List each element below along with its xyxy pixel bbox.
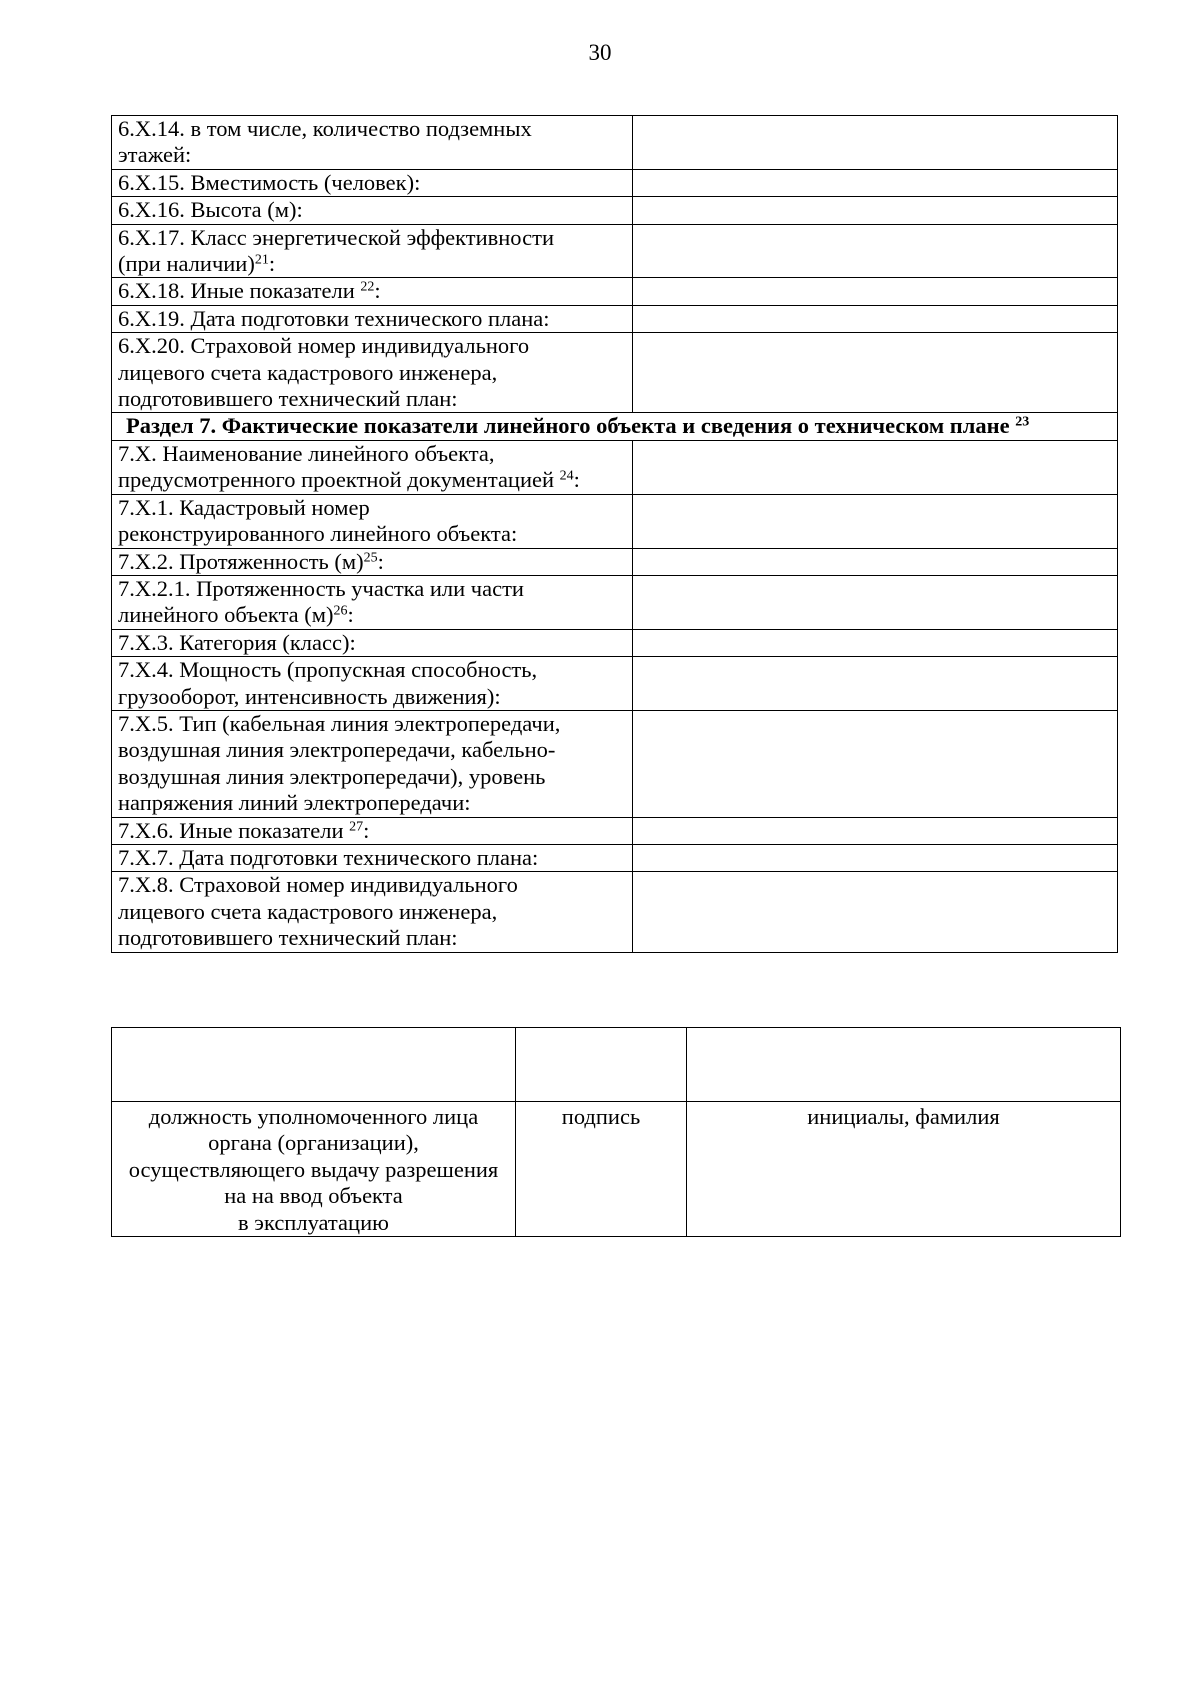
table-row	[112, 494, 1118, 548]
field-label-text: 7.Х.3. Категория (класс):	[118, 629, 356, 655]
indicators-table	[111, 115, 1118, 953]
field-label-text: 7.Х.6. Иные показатели	[118, 817, 350, 843]
table-row	[112, 169, 1118, 196]
field-value[interactable]	[633, 440, 1118, 494]
field-label-suffix: :	[374, 278, 381, 304]
field-label-text: 7.Х.2. Протяженность (м)	[118, 548, 364, 574]
section-row	[112, 413, 1118, 440]
field-value[interactable]	[633, 197, 1118, 224]
field-value[interactable]	[633, 116, 1118, 170]
field-label	[112, 169, 633, 196]
name-caption: инициалы, фамилия	[687, 1102, 1121, 1237]
field-label-suffix: :	[377, 548, 384, 574]
footnote-ref: 23	[1015, 414, 1030, 430]
footnote-ref: 27	[349, 818, 364, 834]
field-label	[112, 657, 633, 711]
position-field[interactable]	[112, 1028, 516, 1102]
field-label-text: 7.Х.8. Страховой номер индивидуального лицевого счета кадастрового инженера, подготовившего технический план:	[118, 872, 518, 951]
field-label	[112, 440, 633, 494]
position-caption: должность уполномоченного лица органа (организации), осуществляющего выдачу разрешения на на ввод объекта в эксплуатацию	[112, 1102, 516, 1237]
field-label-text: 6.Х.16. Высота (м):	[118, 197, 303, 223]
field-label-suffix: :	[347, 602, 354, 628]
table-row	[112, 116, 1118, 170]
field-label	[112, 872, 633, 952]
table-row	[112, 278, 1118, 305]
field-label-text: 6.Х.20. Страховой номер индивидуального лицевого счета кадастрового инженера, подготовившего технический план:	[118, 333, 530, 412]
field-label-text: 7.Х.5. Тип (кабельная линия электропередачи, воздушная линия электропередачи, кабельно- воздушная линия электропередачи), уровень напряжения линий электропередачи:	[118, 710, 561, 816]
field-label-text: 6.Х.17. Класс энергетической эффективности (при наличии)	[118, 224, 554, 277]
field-label	[112, 710, 633, 817]
field-label-text: 6.Х.19. Дата подготовки технического плана:	[118, 305, 550, 331]
footnote-ref: 24	[559, 468, 574, 484]
field-label	[112, 629, 633, 656]
field-value[interactable]	[633, 844, 1118, 871]
table-row	[112, 657, 1118, 711]
table-row	[112, 333, 1118, 413]
field-label	[112, 197, 633, 224]
footnote-ref: 21	[254, 252, 269, 268]
field-value[interactable]	[633, 278, 1118, 305]
table-row	[112, 710, 1118, 817]
table-row	[112, 440, 1118, 494]
field-label-text: 7.Х.4. Мощность (пропускная способность, грузооборот, интенсивность движения):	[118, 657, 538, 709]
field-value[interactable]	[633, 575, 1118, 629]
field-label	[112, 333, 633, 413]
field-label-suffix: :	[573, 467, 580, 493]
field-label	[112, 494, 633, 548]
field-label	[112, 278, 633, 305]
name-field[interactable]	[687, 1028, 1121, 1102]
field-value[interactable]	[633, 333, 1118, 413]
section-heading	[112, 413, 1118, 440]
signature-caption-row	[112, 1102, 1121, 1237]
field-value[interactable]	[633, 548, 1118, 575]
field-value[interactable]	[633, 224, 1118, 278]
table-row	[112, 224, 1118, 278]
signature-caption: подпись	[516, 1102, 687, 1237]
signature-table	[111, 1027, 1121, 1237]
field-label	[112, 224, 633, 278]
field-value[interactable]	[633, 629, 1118, 656]
field-value[interactable]	[633, 169, 1118, 196]
section-title: Раздел 7. Фактические показатели линейного объекта и сведения о техническом плане	[126, 413, 1016, 439]
table-row	[112, 305, 1118, 332]
field-value[interactable]	[633, 657, 1118, 711]
field-label-text: 7.Х.1. Кадастровый номер реконструированного линейного объекта:	[118, 494, 518, 547]
field-value[interactable]	[633, 494, 1118, 548]
table-row	[112, 548, 1118, 575]
footnote-ref: 26	[333, 603, 348, 619]
field-label-text: 7.Х. Наименование линейного объекта, предусмотренного проектной документацией	[118, 440, 555, 493]
field-value[interactable]	[633, 305, 1118, 332]
field-label-suffix: :	[363, 817, 370, 843]
page-number: 30	[588, 40, 612, 65]
table-row	[112, 197, 1118, 224]
field-label	[112, 116, 633, 170]
footnote-ref: 25	[363, 549, 378, 565]
field-label	[112, 548, 633, 575]
field-label-text: 7.Х.7. Дата подготовки технического плана:	[118, 844, 539, 870]
field-label-text: 6.Х.18. Иные показатели	[118, 278, 361, 304]
table-row	[112, 844, 1118, 871]
field-label-text: 6.Х.14. в том числе, количество подземных этажей:	[118, 116, 532, 168]
signature-blank-row	[112, 1028, 1121, 1102]
field-value[interactable]	[633, 710, 1118, 817]
field-label	[112, 844, 633, 871]
field-label	[112, 817, 633, 844]
signature-field[interactable]	[516, 1028, 687, 1102]
footnote-ref: 22	[360, 279, 375, 295]
table-row	[112, 629, 1118, 656]
table-row	[112, 575, 1118, 629]
field-label	[112, 305, 633, 332]
field-label-suffix: :	[268, 251, 276, 277]
table-row	[112, 872, 1118, 952]
field-label	[112, 575, 633, 629]
field-label-text: 7.Х.2.1. Протяженность участка или части линейного объекта (м)	[118, 575, 524, 628]
field-label-text: 6.Х.15. Вместимость (человек):	[118, 169, 421, 195]
field-value[interactable]	[633, 817, 1118, 844]
field-value[interactable]	[633, 872, 1118, 952]
table-row	[112, 817, 1118, 844]
